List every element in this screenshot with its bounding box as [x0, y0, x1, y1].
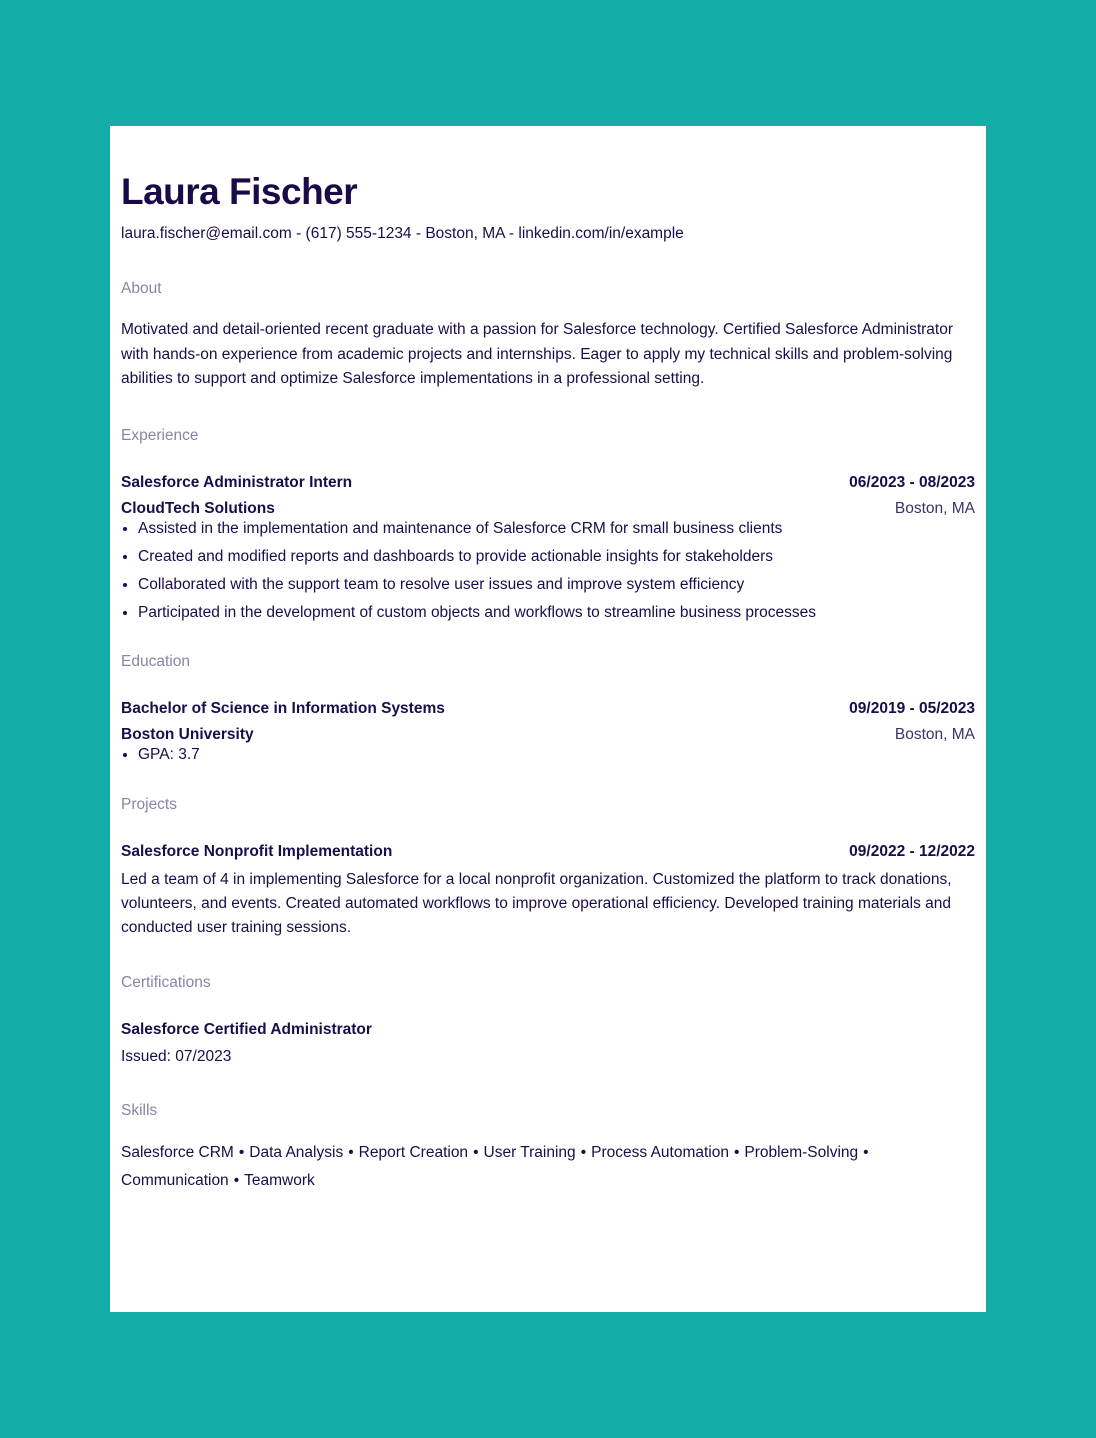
project-name: Salesforce Nonprofit Implementation	[121, 842, 393, 860]
certifications-heading: Certifications	[121, 973, 211, 991]
education-bullets	[121, 745, 975, 765]
about-heading: About	[121, 280, 162, 297]
education-school-row	[121, 725, 975, 745]
education-heading: Education	[121, 652, 190, 670]
education-location: Boston, MA	[894, 725, 975, 743]
skill-separator: •	[348, 1143, 354, 1161]
certification-name: Salesforce Certified Administrator	[121, 1020, 372, 1038]
resume-page	[110, 126, 986, 1312]
skill-item: Teamwork	[244, 1171, 315, 1189]
list-item: • Collaborated with the support team to resolve user issues and improve system efficiency	[138, 575, 975, 595]
skill-separator: •	[863, 1143, 869, 1161]
experience-role: Salesforce Administrator Intern	[121, 473, 353, 491]
education-header-row	[121, 699, 975, 719]
skills-heading: Skills	[121, 1101, 158, 1119]
experience-location: Boston, MA	[894, 499, 975, 517]
contact-line: laura.fischer@email.com - (617) 555-1234 - Boston, MA - linkedin.com/in/example	[121, 225, 684, 242]
projects-heading: Projects	[121, 795, 177, 813]
project-description: Led a team of 4 in implementing Salesforce for a local nonprofit organization. Customized the platform to track donations, volunteers, and events. Created automated workflows to improve operational efficiency. Developed training materials and conducted user training sessions.	[121, 870, 952, 936]
skill-separator: •	[473, 1143, 479, 1161]
experience-bullets	[121, 519, 975, 623]
skill-item: Data Analysis	[249, 1143, 344, 1161]
skill-item: Salesforce CRM	[121, 1143, 234, 1161]
certification-issued: Issued: 07/2023	[121, 1047, 232, 1065]
skill-separator: •	[733, 1143, 740, 1161]
experience-heading: Experience	[121, 426, 199, 444]
list-item: • Participated in the development of custom objects and workflows to streamline business processes	[138, 603, 975, 623]
skill-separator: •	[238, 1143, 245, 1161]
education-degree: Bachelor of Science in Information Systems	[121, 699, 445, 717]
skill-item: Communication	[121, 1171, 229, 1189]
list-item: • GPA: 3.7	[138, 745, 975, 765]
experience-dates: 06/2023 - 08/2023	[849, 473, 975, 491]
experience-company: CloudTech Solutions	[121, 499, 275, 517]
project-dates: 09/2022 - 12/2022	[849, 842, 975, 860]
skill-item: Process Automation	[591, 1143, 729, 1161]
skills-list	[121, 1139, 975, 1195]
skill-item: Report Creation	[358, 1143, 469, 1161]
skill-item: Problem-Solving	[744, 1143, 859, 1161]
education-dates: 09/2019 - 05/2023	[849, 699, 975, 717]
project-header-row	[121, 842, 975, 862]
skill-separator: •	[233, 1171, 240, 1189]
skill-separator: •	[580, 1143, 587, 1161]
education-school: Boston University	[121, 725, 254, 743]
candidate-name: Laura Fischer	[121, 171, 358, 212]
list-item: • Assisted in the implementation and maintenance of Salesforce CRM for small business clients	[138, 519, 975, 539]
about-text: Motivated and detail-oriented recent graduate with a passion for Salesforce technology. Certified Salesforce Administrator with hands-on experience from academic projects and internships. Eager to apply my technical skills and problem-solving abilities to support and optimize Salesforce implementations in a professional setting.	[121, 321, 953, 387]
experience-company-row	[121, 499, 975, 519]
list-item: • Created and modified reports and dashboards to provide actionable insights for stakeholders	[138, 547, 975, 567]
experience-header-row	[121, 473, 975, 493]
skill-item: User Training	[483, 1143, 576, 1161]
